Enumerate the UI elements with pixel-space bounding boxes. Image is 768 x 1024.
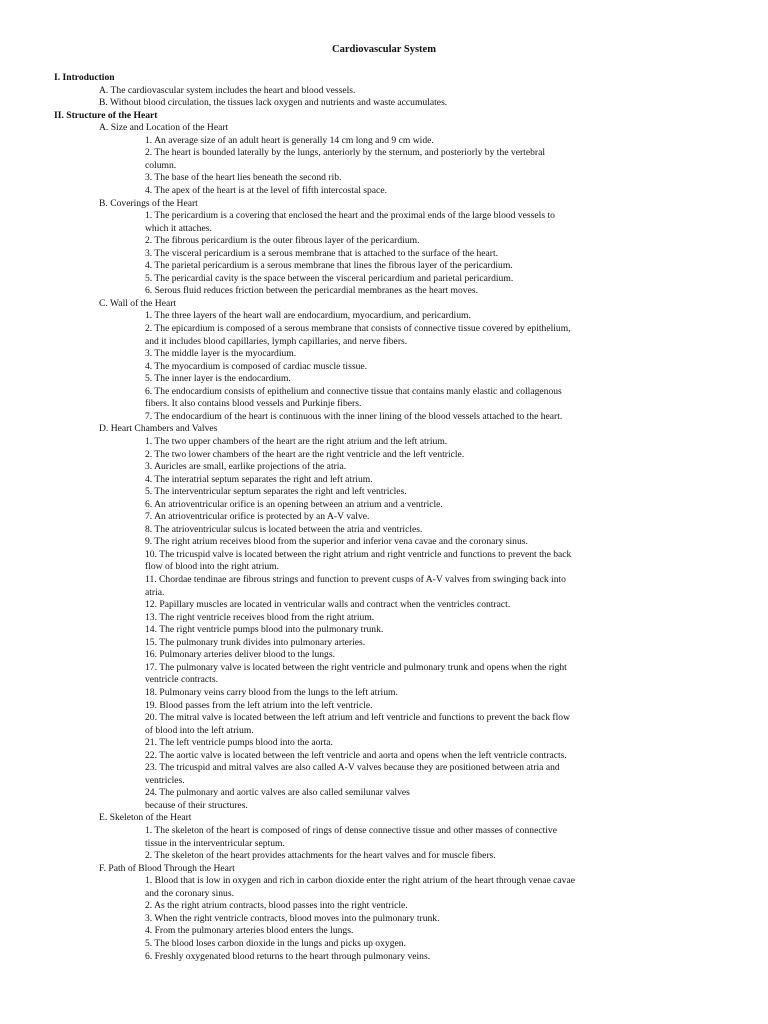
outline-line: ventricle contracts. [145, 674, 218, 686]
outline-line: 2. The heart is bounded laterally by the lungs, anteriorly by the sternum, and posteriorly by the vertebral [145, 147, 545, 159]
outline-line: because of their structures. [145, 799, 248, 811]
outline-line: 15. The pulmonary trunk divides into pulmonary arteries. [145, 636, 366, 648]
outline-line: 17. The pulmonary valve is located between the right ventricle and pulmonary trunk and opens when the right [145, 661, 567, 673]
outline-line: 6. Freshly oxygenated blood returns to the heart through pulmonary veins. [145, 950, 431, 962]
outline-line: 7. An atrioventricular orifice is protected by an A-V valve. [145, 511, 370, 523]
outline-line: 1. The three layers of the heart wall are endocardium, myocardium, and pericardium. [145, 310, 471, 322]
section-heading-structure: II. Structure of the Heart [54, 109, 158, 121]
outline-line: 2. The epicardium is composed of a serous membrane that consists of connective tissue covered by epithelium, [145, 323, 571, 334]
outline-line: 23. The tricuspid and mitral valves are also called A-V valves because they are positioned between atria and [145, 762, 560, 774]
outline-line: 1. The pericardium is a covering that enclosed the heart and the proximal ends of the large blood vessels to [145, 210, 555, 222]
outline-line: 22. The aortic valve is located between the left ventricle and aorta and opens when the left ventricle contracts. [145, 749, 567, 761]
outline-line: 16. Pulmonary arteries deliver blood to the lungs. [145, 649, 335, 661]
outline-line: 2. As the right atrium contracts, blood passes into the right ventricle. [145, 900, 408, 912]
outline-line: 8. The atrioventricular sulcus is located between the atria and ventricles. [145, 523, 423, 535]
document-title: Cardiovascular System [332, 44, 436, 55]
outline-line: 5. The blood loses carbon dioxide in the lungs and picks up oxygen. [145, 937, 406, 949]
outline-line: 9. The right atrium receives blood from the superior and inferior vena cavae and the coronary sinus. [145, 536, 528, 548]
outline-line: 1. Blood that is low in oxygen and rich in carbon dioxide enter the right atrium of the heart through venae cavae [145, 875, 575, 887]
outline-line: and the coronary sinus. [145, 887, 234, 899]
outline-line: 4. From the pulmonary arteries blood enters the lungs. [145, 925, 354, 937]
outline-item: B. Without blood circulation, the tissues lack oxygen and nutrients and waste accumulates. [99, 97, 448, 109]
outline-line: 7. The endocardium of the heart is continuous with the inner lining of the blood vessels attached to the heart. [145, 410, 563, 422]
outline-line: ventricles. [145, 774, 185, 786]
outline-line: 4. The apex of the heart is at the level of fifth intercostal space. [145, 184, 387, 196]
outline-line: 24. The pulmonary and aortic valves are also called semilunar valves [145, 787, 410, 799]
outline-line: 2. The skeleton of the heart provides attachments for the heart valves and for muscle fibers. [145, 850, 496, 862]
outline-line: and it includes blood capillaries, lymph capillaries, and nerve fibers. [145, 335, 408, 347]
outline-line: 5. The inner layer is the endocardium. [145, 373, 291, 385]
outline-line: 1. The two upper chambers of the heart are the right atrium and the left atrium. [145, 435, 448, 447]
subsection-heading: B. Coverings of the Heart [99, 197, 198, 209]
outline-item: A. The cardiovascular system includes the heart and blood vessels. [99, 84, 356, 96]
outline-line: 13. The right ventricle receives blood from the right atrium. [145, 611, 375, 623]
outline-line: column. [145, 159, 177, 171]
subsection-heading: D. Heart Chambers and Valves [99, 423, 218, 435]
outline-line: 6. The endocardium consists of epithelium and connective tissue that contains manly elastic and collagenous [145, 385, 562, 397]
outline-line: 4. The parietal pericardium is a serous membrane that lines the fibrous layer of the pericardium. [145, 260, 513, 272]
outline-line: 18. Pulmonary veins carry blood from the lungs to the left atrium. [145, 686, 398, 698]
outline-line: 20. The mitral valve is located between the left atrium and left ventricle and functions to prevent the back flow [145, 712, 570, 724]
outline-line: tissue in the interventricular septum. [145, 837, 285, 849]
outline-line: 6. An atrioventricular orifice is an opening between an atrium and a ventricle. [145, 498, 443, 510]
subsection-heading: E. Skeleton of the Heart [99, 812, 192, 824]
outline-line: 1. An average size of an adult heart is generally 14 cm long and 9 cm wide. [145, 134, 434, 146]
outline-line: fibers. It also contains blood vessels and Purkinje fibers. [145, 398, 362, 410]
outline-line: 5. The interventricular septum separates the right and left ventricles. [145, 486, 407, 498]
outline-line: of blood into the left atrium. [145, 724, 254, 736]
subsection-heading: F. Path of Blood Through the Heart [99, 862, 235, 874]
outline-line: which it attaches. [145, 222, 212, 234]
outline-line: 1. The skeleton of the heart is composed of rings of dense connective tissue and other masses of connective [145, 825, 557, 836]
outline-line: 3. The base of the heart lies beneath the second rib. [145, 172, 342, 184]
outline-line: 14. The right ventricle pumps blood into the pulmonary trunk. [145, 624, 384, 636]
subsection-heading: C. Wall of the Heart [99, 297, 177, 309]
outline-line: 19. Blood passes from the left atrium into the left ventricle. [145, 699, 373, 711]
outline-line: 21. The left ventricle pumps blood into the aorta. [145, 737, 333, 749]
outline-line: 3. The visceral pericardium is a serous membrane that is attached to the surface of the heart. [145, 247, 499, 259]
section-heading-introduction: I. Introduction [54, 72, 115, 83]
outline-line: 12. Papillary muscles are located in ventricular walls and contract when the ventricles contract. [145, 599, 511, 611]
outline-line: 2. The two lower chambers of the heart are the right ventricle and the left ventricle. [145, 448, 465, 460]
outline-line: 5. The pericardial cavity is the space between the visceral pericardium and parietal pericardium. [145, 272, 514, 284]
outline-line: 6. Serous fluid reduces friction between the pericardial membranes as the heart moves. [145, 285, 478, 297]
outline-line: 2. The fibrous pericardium is the outer fibrous layer of the pericardium. [145, 235, 420, 247]
outline-line: 4. The myocardium is composed of cardiac muscle tissue. [145, 360, 368, 372]
outline-line: 3. Auricles are small, earlike projections of the atria. [145, 461, 347, 473]
outline-line: atria. [145, 586, 165, 598]
outline-line: 3. When the right ventricle contracts, blood moves into the pulmonary trunk. [145, 912, 440, 924]
outline-line: 11. Chordae tendinae are fibrous strings and function to prevent cusps of A-V valves from swinging back into [145, 574, 566, 585]
outline-line: 3. The middle layer is the myocardium. [145, 348, 297, 360]
outline-line: flow of blood into the right atrium. [145, 561, 280, 573]
subsection-heading: A. Size and Location of the Heart [99, 122, 229, 134]
outline-line: 4. The interatrial septum separates the right and left atrium. [145, 473, 373, 485]
outline-line: 10. The tricuspid valve is located between the right atrium and right ventricle and functions to prevent the back [145, 548, 572, 560]
